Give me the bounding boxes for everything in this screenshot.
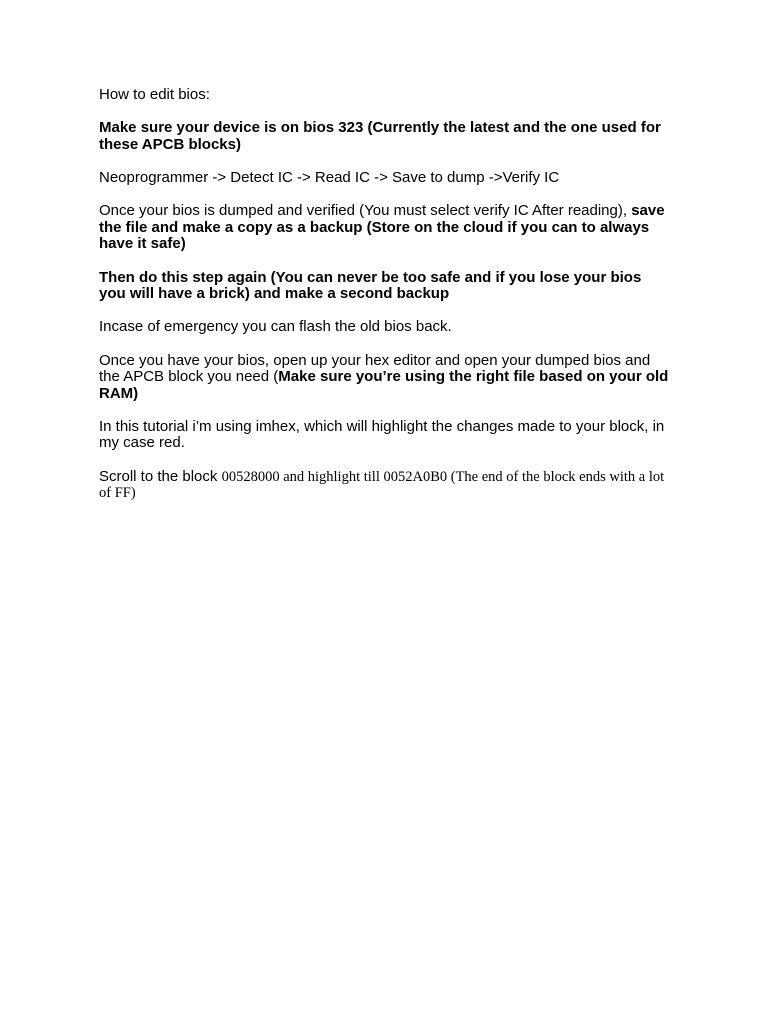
programmer-steps: Neoprogrammer -> Detect IC -> Read IC -> Save to dump ->Verify IC [99,168,560,186]
emergency-note: Incase of emergency you can flash the old bios back. [99,318,452,336]
bios-version-note: Make sure your device is on bios 323 (Currently the latest and the one used for these APCB blocks) [99,119,661,153]
backup-instruction [99,203,671,253]
hex-editor-instruction-bold: Make sure you’re using the right file based on your old RAM) [99,368,669,402]
backup-instruction-bold: save the file and make a copy as a backup (Store on the cloud if you can to always have it safe) [99,202,665,253]
hex-editor-instruction [99,353,671,403]
document-heading: How to edit bios: [99,86,210,103]
block-range-instruction [99,469,671,502]
document-page [99,87,671,518]
block-range-addresses: 00528000 and highlight till 0052A0B0 (The end of the block ends with a lot of FF) [99,468,665,502]
second-backup-note: Then do this step again (You can never be too safe and if you lose your bios you will have a brick) and make a second backup [99,268,642,303]
hex-editor-instruction-text: Once you have your bios, open up your hex editor and open your dumped bios and the APCB block you need ( [99,351,651,386]
backup-instruction-text: Once your bios is dumped and verified (You must select verify IC After reading), [99,202,632,220]
block-range-text: Scroll to the block [99,467,222,485]
imhex-note: In this tutorial i’m using imhex, which will highlight the changes made to your block, in my case red. [99,417,665,452]
